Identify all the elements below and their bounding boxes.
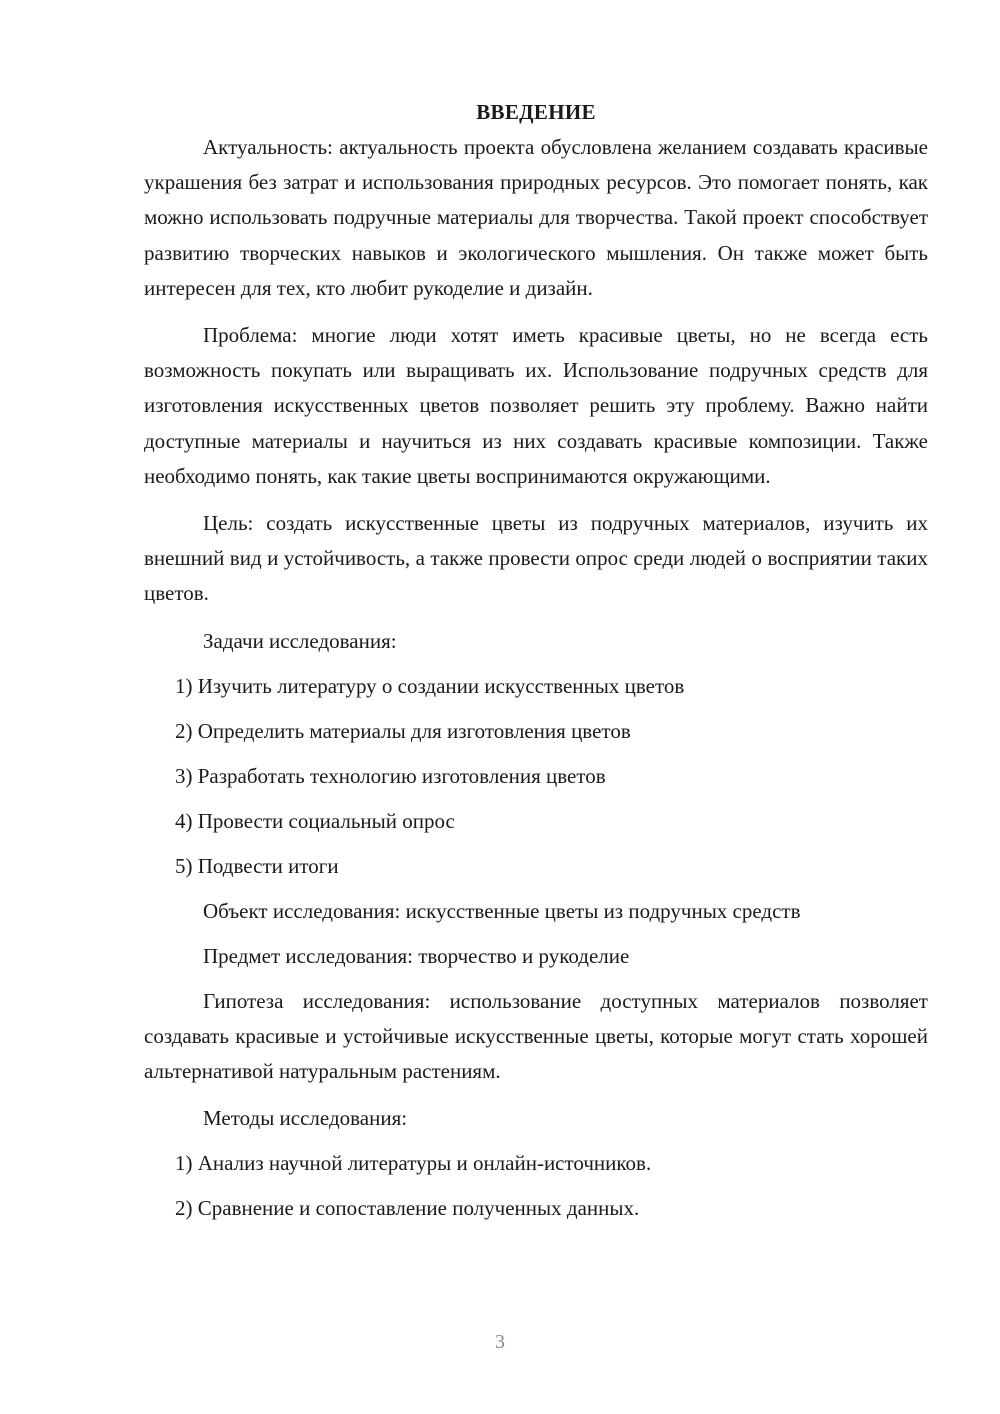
- task-item: 2) Определить материалы для изготовления цветов: [175, 718, 631, 743]
- hypothesis-paragraph: Гипотеза исследования: использование доступных материалов позволяет создавать красивые и устойчивые искусственные цветы, которые могут стать хорошей альтернативой натуральным растениям.: [144, 988, 928, 1084]
- page-number: 3: [495, 1331, 505, 1353]
- task-item: 3) Разработать технологию изготовления цветов: [175, 763, 606, 788]
- research-object: Объект исследования: искусственные цветы из подручных средств: [203, 898, 801, 923]
- problem-paragraph: Проблема: многие люди хотят иметь красивые цветы, но не всегда есть возможность покупать или выращивать их. Использование подручных средств для изготовления искусственных цветов позволяет решить эту проблему. Важно найти доступные материалы и научиться из них создавать красивые композиции. Также необходимо понять, как такие цветы воспринимаются окружающими.: [144, 323, 928, 488]
- page-title: ВВЕДЕНИЕ: [476, 100, 596, 124]
- task-item: 4) Провести социальный опрос: [175, 808, 455, 833]
- research-subject: Предмет исследования: творчество и рукоделие: [203, 943, 630, 968]
- task-item: 1) Изучить литературу о создании искусственных цветов: [175, 673, 685, 698]
- method-item: 1) Анализ научной литературы и онлайн-источников.: [175, 1151, 652, 1176]
- method-item: 2) Сравнение и сопоставление полученных данных.: [175, 1196, 640, 1221]
- tasks-label: Задачи исследования:: [203, 628, 397, 653]
- goal-paragraph: Цель: создать искусственные цветы из подручных материалов, изучить их внешний вид и устойчивость, а также провести опрос среди людей о восприятии таких цветов.: [144, 511, 928, 606]
- relevance-paragraph: Актуальность: актуальность проекта обусловлена желанием создавать красивые украшения без затрат и использования природных ресурсов. Это помогает понять, как можно использовать подручные материалы для творчества. Такой проект способствует развитию творческих навыков и экологического мышления. Он также может быть интересен для тех, кто любит рукоделие и дизайн.: [144, 135, 928, 300]
- methods-label: Методы исследования:: [203, 1106, 408, 1131]
- task-item: 5) Подвести итоги: [175, 853, 339, 878]
- document-page: [144, 95, 928, 1236]
